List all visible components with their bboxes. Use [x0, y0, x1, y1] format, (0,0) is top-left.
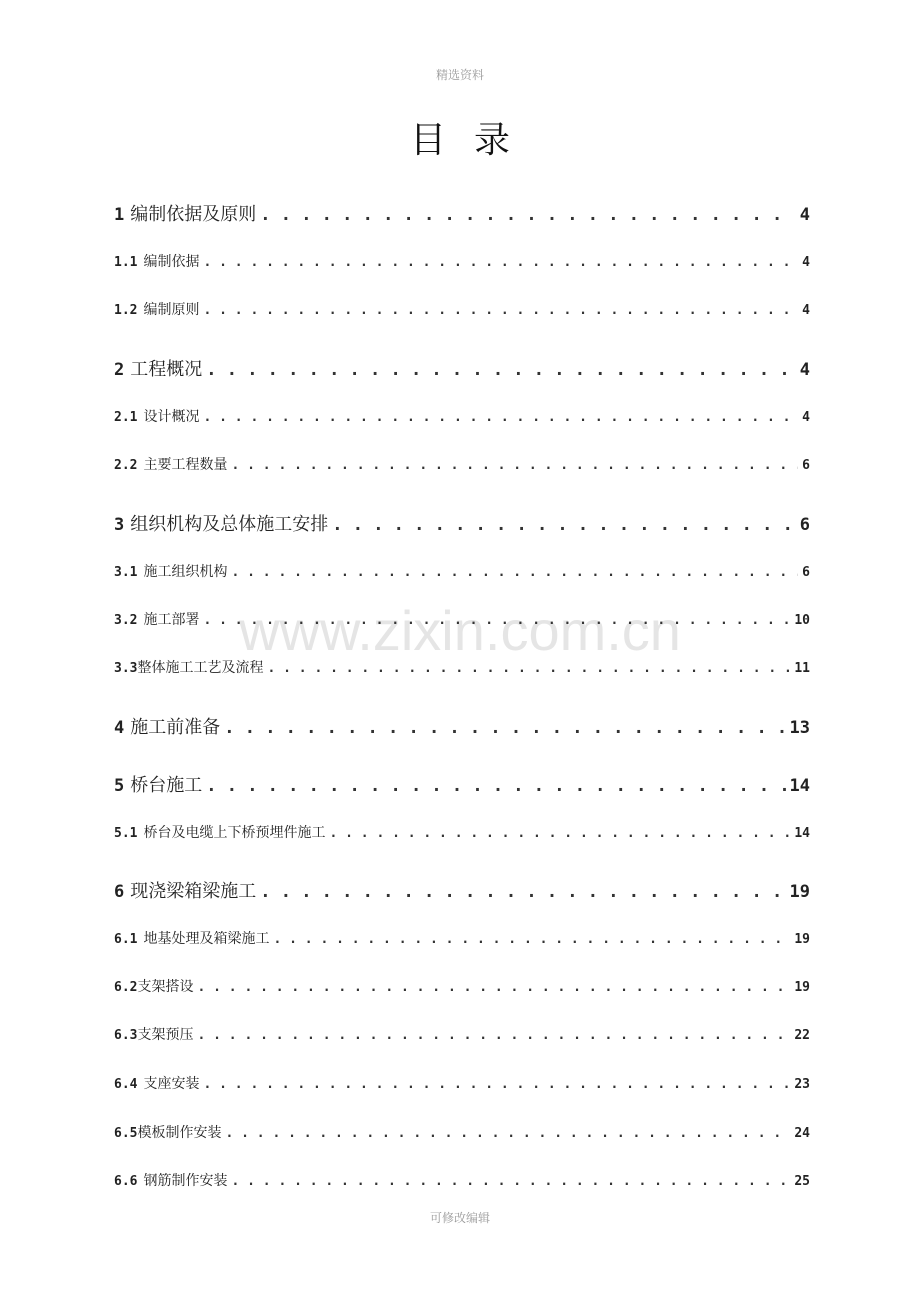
toc-entry-page: 19 [789, 882, 810, 902]
toc-entry-page: 19 [794, 932, 810, 947]
toc-leader-dots [231, 458, 798, 473]
toc-entry-number: 2.2 [114, 458, 138, 473]
toc-entry-number: 3 [114, 515, 125, 535]
toc-entry-page: 4 [799, 360, 810, 380]
toc-entry-number: 2 [114, 360, 125, 380]
toc-entry-number: 6.1 [114, 932, 138, 947]
toc-leader-dots [224, 718, 785, 738]
toc-entry[interactable] [114, 1170, 810, 1190]
toc-entry-number: 1.1 [114, 255, 138, 270]
toc-entry[interactable] [114, 1024, 810, 1044]
toc-entry[interactable] [114, 713, 810, 739]
toc-entry-number: 3.3 [114, 661, 138, 676]
toc-entry-title: 地基处理及箱梁施工 [143, 931, 270, 947]
toc-entry-page: 4 [802, 303, 810, 318]
toc-leader-dots [203, 1077, 790, 1092]
toc-leader-dots [197, 980, 790, 995]
document-title: 目录 [409, 120, 538, 161]
toc-leader-dots [206, 776, 785, 796]
toc-leader-dots [273, 932, 790, 947]
toc-entry[interactable] [114, 657, 810, 677]
toc-entry[interactable] [114, 454, 810, 474]
toc-entry-title: 支座安装 [143, 1076, 200, 1092]
toc-entry-title: 施工部署 [143, 612, 200, 628]
toc-entry-number: 6.6 [114, 1174, 138, 1189]
toc-entry-title: 现浇梁箱梁施工 [130, 881, 257, 902]
toc-entry[interactable] [114, 877, 810, 903]
toc-entry-title: 施工前准备 [130, 717, 221, 738]
toc-entry[interactable] [114, 200, 810, 226]
page-footer-note: 可修改编辑 [429, 1211, 490, 1225]
page-header-note: 精选资料 [435, 68, 484, 82]
toc-entry-page: 24 [794, 1126, 810, 1141]
toc-entry-number: 3.2 [114, 613, 138, 628]
toc-entry[interactable] [114, 299, 810, 319]
toc-entry-page: 10 [794, 613, 810, 628]
toc-entry-number: 6.4 [114, 1077, 138, 1092]
toc-entry-number: 3.1 [114, 565, 138, 580]
toc-leader-dots [206, 360, 796, 380]
toc-entry-page: 22 [794, 1028, 810, 1043]
toc-entry-page: 4 [802, 410, 810, 425]
toc-entry-title: 整体施工工艺及流程 [137, 660, 264, 676]
toc-entry[interactable] [114, 609, 810, 629]
toc-leader-dots [231, 565, 798, 580]
toc-leader-dots [329, 826, 790, 841]
toc-entry-title: 支架搭设 [137, 979, 194, 995]
watermark: www.zixin.com.cn [239, 599, 681, 662]
toc-entry-title: 桥台施工 [130, 775, 203, 796]
toc-entry-title: 设计概况 [143, 409, 200, 425]
toc-entry[interactable] [114, 771, 810, 797]
toc-entry-title: 桥台及电缆上下桥预埋件施工 [143, 825, 326, 841]
toc-leader-dots [203, 613, 790, 628]
toc-entry[interactable] [114, 561, 810, 581]
toc-entry-page: 19 [794, 980, 810, 995]
toc-leader-dots [225, 1126, 790, 1141]
toc-entry-page: 13 [789, 718, 810, 738]
toc-entry-title: 编制依据及原则 [130, 204, 257, 225]
toc-entry[interactable] [114, 822, 810, 842]
toc-entry-title: 组织机构及总体施工安排 [130, 514, 329, 535]
toc-entry-number: 6.5 [114, 1126, 138, 1141]
toc-entry[interactable] [114, 1073, 810, 1093]
toc-leader-dots [332, 515, 796, 535]
toc-entry-title: 支架预压 [137, 1027, 194, 1043]
toc-entry-number: 6.2 [114, 980, 138, 995]
toc-entry[interactable] [114, 976, 810, 996]
toc-leader-dots [260, 205, 796, 225]
toc-entry-page: 14 [794, 826, 810, 841]
toc-entry-page: 25 [794, 1174, 810, 1189]
toc-entry-number: 5.1 [114, 826, 138, 841]
toc-entry[interactable] [114, 928, 810, 948]
toc-entry[interactable] [114, 406, 810, 426]
toc-entry-page: 6 [799, 515, 810, 535]
toc-entry-number: 4 [114, 718, 125, 738]
toc-entry-number: 6.3 [114, 1028, 138, 1043]
toc-entry-page: 4 [799, 205, 810, 225]
toc-entry-page: 14 [789, 776, 810, 796]
toc-entry[interactable] [114, 510, 810, 536]
toc-entry-title: 模板制作安装 [137, 1125, 222, 1141]
toc-entry-title: 编制原则 [143, 302, 200, 318]
toc-entry[interactable] [114, 355, 810, 381]
toc-entry-number: 5 [114, 776, 125, 796]
toc-leader-dots [231, 1174, 790, 1189]
toc-entry[interactable] [114, 1122, 810, 1142]
toc-leader-dots [260, 882, 785, 902]
toc-entry-page: 11 [794, 661, 810, 676]
toc-entry-number: 6 [114, 882, 125, 902]
toc-entry-page: 6 [802, 565, 810, 580]
toc-entry[interactable] [114, 251, 810, 271]
toc-leader-dots [203, 255, 798, 270]
toc-entry-title: 主要工程数量 [143, 457, 228, 473]
toc-leader-dots [203, 303, 798, 318]
toc-entry-page: 4 [802, 255, 810, 270]
toc-entry-number: 1 [114, 205, 125, 225]
toc-leader-dots [197, 1028, 790, 1043]
toc-entry-title: 工程概况 [130, 359, 203, 380]
toc-entry-title: 施工组织机构 [143, 564, 228, 580]
toc-leader-dots [267, 661, 790, 676]
toc-entry-title: 编制依据 [143, 254, 200, 270]
toc-entry-page: 6 [802, 458, 810, 473]
toc-entry-page: 23 [794, 1077, 810, 1092]
toc-entry-number: 1.2 [114, 303, 138, 318]
toc-entry-title: 钢筋制作安装 [143, 1173, 228, 1189]
toc-leader-dots [203, 410, 798, 425]
toc-entry-number: 2.1 [114, 410, 138, 425]
